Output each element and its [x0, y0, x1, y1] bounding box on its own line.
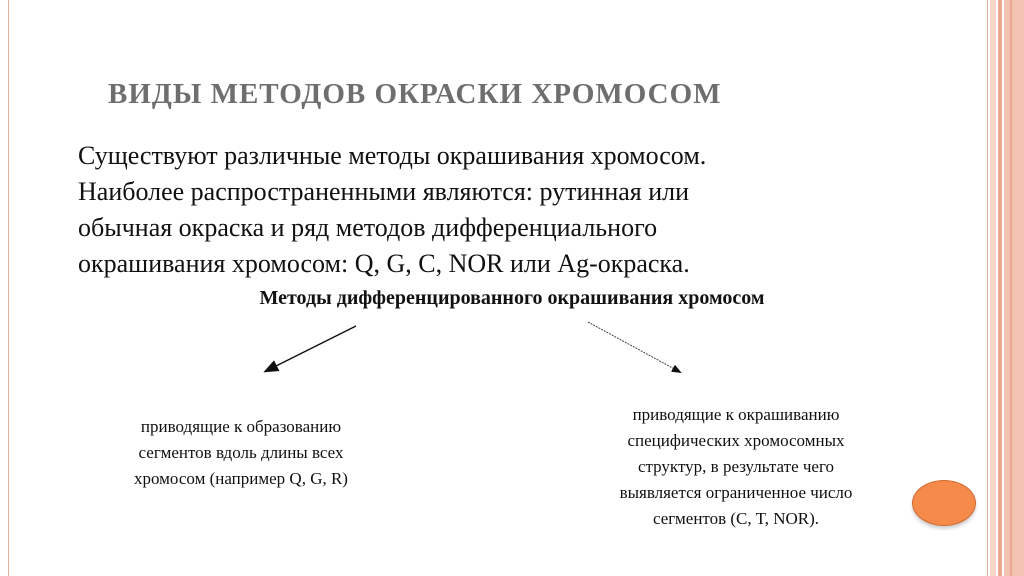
intro-line: Существуют различные методы окрашивания хромосом.: [78, 141, 707, 170]
right-arrow: [588, 322, 680, 372]
intro-line: обычная окраска и ряд методов дифференциального: [78, 213, 658, 242]
slide-title: ВИДЫ МЕТОДОВ ОКРАСКИ ХРОМОСОМ: [108, 78, 722, 110]
right-box-line: приводящие к окрашиванию: [632, 405, 840, 424]
left-box-line: сегментов вдоль длины всех: [138, 443, 344, 462]
right-method-box: [556, 402, 916, 532]
left-arrow: [266, 326, 356, 371]
right-box-line: сегментов (C, T, NOR).: [652, 509, 820, 528]
left-box-line: приводящие к образованию: [140, 417, 342, 436]
left-method-box: [86, 414, 396, 492]
right-box-line: структур, в результате чего: [637, 457, 835, 476]
intro-line: окрашивания хромосом: Q, G, C, NOR или Ag-окраска.: [78, 249, 690, 278]
intro-line: Наиболее распространенными являются: рутинная или: [78, 177, 690, 206]
methods-heading: Методы дифференцированного окрашивания хромосом: [259, 287, 765, 309]
left-box-line: хромосом (например Q, G, R): [134, 469, 348, 488]
right-box-line: специфических хромосомных: [627, 431, 845, 450]
decorative-orange-circle: [912, 480, 976, 526]
right-box-line: выявляется ограниченное число: [619, 483, 853, 502]
